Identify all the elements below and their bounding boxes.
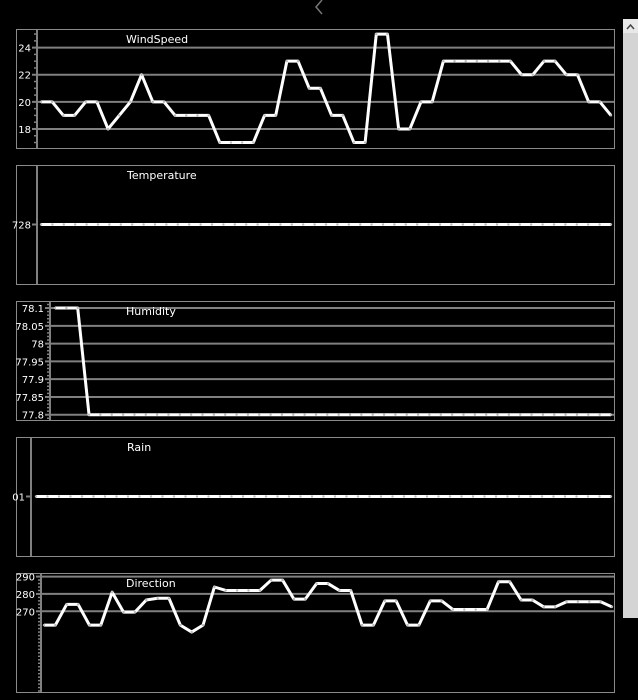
data-point bbox=[202, 624, 204, 626]
data-point bbox=[509, 60, 511, 62]
data-point bbox=[375, 33, 377, 35]
data-point bbox=[302, 223, 304, 225]
data-point bbox=[564, 495, 566, 497]
data-point bbox=[431, 101, 433, 103]
data-point bbox=[474, 608, 476, 610]
data-point bbox=[211, 223, 213, 225]
data-point bbox=[506, 495, 508, 497]
data-point bbox=[427, 223, 429, 225]
data-point bbox=[554, 60, 556, 62]
data-point bbox=[134, 611, 136, 613]
data-point bbox=[360, 414, 362, 416]
data-point bbox=[253, 495, 255, 497]
data-point bbox=[530, 414, 532, 416]
data-point bbox=[453, 60, 455, 62]
data-point bbox=[88, 624, 90, 626]
data-point bbox=[414, 495, 416, 497]
y-tick-label: 78.1 bbox=[21, 304, 44, 316]
data-point bbox=[543, 606, 545, 608]
data-point bbox=[219, 141, 221, 143]
data-point bbox=[403, 495, 405, 497]
data-point bbox=[598, 495, 600, 497]
data-point bbox=[259, 589, 261, 591]
data-point bbox=[97, 223, 99, 225]
data-point bbox=[576, 74, 578, 76]
data-point bbox=[380, 495, 382, 497]
y-tick-label: 77.85 bbox=[15, 392, 44, 404]
data-point bbox=[263, 114, 265, 116]
data-point bbox=[576, 414, 578, 416]
data-point bbox=[487, 60, 489, 62]
data-point bbox=[520, 599, 522, 601]
data-point bbox=[345, 495, 347, 497]
data-point bbox=[65, 307, 67, 309]
data-point bbox=[247, 414, 249, 416]
data-point bbox=[297, 60, 299, 62]
data-point bbox=[520, 74, 522, 76]
data-point bbox=[303, 414, 305, 416]
data-point bbox=[265, 495, 267, 497]
data-point bbox=[476, 60, 478, 62]
data-point bbox=[353, 141, 355, 143]
data-point bbox=[370, 223, 372, 225]
data-point bbox=[542, 414, 544, 416]
data-point bbox=[161, 495, 163, 497]
data-point bbox=[40, 101, 42, 103]
data-point bbox=[554, 606, 556, 608]
data-point bbox=[330, 114, 332, 116]
data-point bbox=[342, 114, 344, 116]
data-point bbox=[242, 495, 244, 497]
data-point bbox=[599, 601, 601, 603]
data-point bbox=[486, 608, 488, 610]
data-point bbox=[184, 495, 186, 497]
data-point bbox=[196, 495, 198, 497]
data-point bbox=[269, 414, 271, 416]
data-point bbox=[361, 624, 363, 626]
data-point bbox=[575, 495, 577, 497]
data-point bbox=[315, 582, 317, 584]
data-point bbox=[51, 101, 53, 103]
data-point bbox=[588, 601, 590, 603]
data-point bbox=[386, 33, 388, 35]
data-point bbox=[553, 223, 555, 225]
y-tick-label: 77.95 bbox=[15, 357, 44, 369]
data-point bbox=[76, 307, 78, 309]
data-point bbox=[473, 223, 475, 225]
data-point bbox=[247, 589, 249, 591]
data-point bbox=[496, 223, 498, 225]
data-point bbox=[156, 414, 158, 416]
data-point bbox=[168, 597, 170, 599]
data-point bbox=[291, 223, 293, 225]
data-point bbox=[553, 414, 555, 416]
data-point bbox=[152, 101, 154, 103]
data-point bbox=[405, 223, 407, 225]
data-point bbox=[167, 414, 169, 416]
data-point bbox=[77, 603, 79, 605]
data-point bbox=[518, 495, 520, 497]
data-point bbox=[465, 60, 467, 62]
data-point bbox=[304, 598, 306, 600]
data-point bbox=[417, 414, 419, 416]
data-point bbox=[472, 495, 474, 497]
data-point bbox=[519, 223, 521, 225]
data-point bbox=[338, 589, 340, 591]
data-point bbox=[383, 414, 385, 416]
data-point bbox=[131, 223, 133, 225]
data-point bbox=[293, 598, 295, 600]
data-point bbox=[532, 74, 534, 76]
chart-panel-temperature bbox=[12, 166, 615, 285]
data-point bbox=[372, 414, 374, 416]
data-point bbox=[611, 606, 613, 608]
data-point bbox=[509, 581, 511, 583]
chart-title: Humidity bbox=[126, 305, 176, 318]
data-point bbox=[357, 495, 359, 497]
y-tick-label: 78.05 bbox=[15, 321, 44, 333]
data-point bbox=[299, 495, 301, 497]
chart-title: Rain bbox=[127, 441, 152, 454]
data-point bbox=[610, 495, 612, 497]
data-point bbox=[322, 495, 324, 497]
data-point bbox=[452, 608, 454, 610]
data-point bbox=[54, 307, 56, 309]
data-point bbox=[81, 495, 83, 497]
panel-border bbox=[17, 574, 615, 693]
data-point bbox=[163, 101, 165, 103]
data-point bbox=[108, 223, 110, 225]
chart-panel-rain bbox=[12, 438, 614, 557]
data-point bbox=[58, 495, 60, 497]
y-tick-label: 270 bbox=[15, 607, 35, 619]
data-point bbox=[213, 414, 215, 416]
data-point bbox=[598, 414, 600, 416]
data-point bbox=[219, 495, 221, 497]
data-point bbox=[429, 600, 431, 602]
chevron-up-icon[interactable] bbox=[623, 19, 638, 33]
data-point bbox=[43, 624, 45, 626]
data-point bbox=[268, 223, 270, 225]
data-point bbox=[450, 223, 452, 225]
data-point bbox=[394, 414, 396, 416]
data-point bbox=[100, 624, 102, 626]
data-point bbox=[235, 414, 237, 416]
data-point bbox=[129, 101, 131, 103]
chart-panel-humidity bbox=[15, 302, 614, 422]
data-point bbox=[440, 600, 442, 602]
data-point bbox=[564, 414, 566, 416]
data-point bbox=[372, 624, 374, 626]
data-point bbox=[252, 141, 254, 143]
chart-title: Temperature bbox=[127, 169, 197, 182]
data-point bbox=[497, 581, 499, 583]
data-point bbox=[507, 223, 509, 225]
data-point bbox=[529, 495, 531, 497]
data-point bbox=[393, 223, 395, 225]
data-point bbox=[122, 414, 124, 416]
data-point bbox=[73, 114, 75, 116]
y-tick-label: 78 bbox=[31, 339, 44, 351]
data-point bbox=[484, 223, 486, 225]
data-point bbox=[442, 60, 444, 62]
data-point bbox=[196, 114, 198, 116]
data-point bbox=[40, 223, 42, 225]
data-point bbox=[145, 599, 147, 601]
data-point bbox=[368, 495, 370, 497]
data-point bbox=[587, 223, 589, 225]
data-point bbox=[234, 223, 236, 225]
data-point bbox=[279, 223, 281, 225]
data-point bbox=[496, 414, 498, 416]
data-point bbox=[190, 414, 192, 416]
data-point bbox=[207, 114, 209, 116]
y-tick-label: 18 bbox=[18, 124, 31, 136]
y-tick-label: 290 bbox=[15, 572, 35, 584]
data-point bbox=[142, 223, 144, 225]
y-tick-label: 22 bbox=[18, 70, 31, 82]
data-point bbox=[118, 114, 120, 116]
data-point bbox=[577, 601, 579, 603]
data-point bbox=[474, 414, 476, 416]
data-point bbox=[258, 414, 260, 416]
data-point bbox=[104, 495, 106, 497]
data-point bbox=[587, 495, 589, 497]
data-point bbox=[122, 611, 124, 613]
data-point bbox=[275, 114, 277, 116]
y-tick-label: 77.9 bbox=[21, 375, 44, 387]
data-point bbox=[107, 128, 109, 130]
data-point bbox=[62, 114, 64, 116]
data-point bbox=[409, 128, 411, 130]
data-point bbox=[230, 141, 232, 143]
data-point bbox=[327, 582, 329, 584]
data-point bbox=[416, 223, 418, 225]
data-point bbox=[120, 223, 122, 225]
data-point bbox=[334, 495, 336, 497]
data-point bbox=[281, 579, 283, 581]
data-point bbox=[426, 495, 428, 497]
data-point bbox=[99, 414, 101, 416]
data-point bbox=[154, 223, 156, 225]
data-point bbox=[165, 223, 167, 225]
data-point bbox=[315, 414, 317, 416]
data-point bbox=[565, 601, 567, 603]
data-point bbox=[495, 495, 497, 497]
chart-panel-windspeed bbox=[17, 30, 615, 149]
y-tick-label: 280 bbox=[15, 589, 35, 601]
data-point bbox=[236, 589, 238, 591]
data-point bbox=[483, 495, 485, 497]
data-point bbox=[364, 141, 366, 143]
data-point bbox=[519, 414, 521, 416]
data-point bbox=[92, 495, 94, 497]
data-point bbox=[256, 223, 258, 225]
data-point bbox=[498, 60, 500, 62]
y-tick-label: 24 bbox=[18, 43, 31, 55]
data-point bbox=[311, 495, 313, 497]
data-point bbox=[190, 631, 192, 633]
data-point bbox=[418, 624, 420, 626]
data-point bbox=[576, 223, 578, 225]
data-point bbox=[245, 223, 247, 225]
data-point bbox=[138, 495, 140, 497]
data-point bbox=[156, 597, 158, 599]
data-point bbox=[225, 589, 227, 591]
data-point bbox=[599, 101, 601, 103]
data-point bbox=[133, 414, 135, 416]
data-point bbox=[395, 600, 397, 602]
data-point bbox=[382, 223, 384, 225]
data-point bbox=[177, 223, 179, 225]
data-point bbox=[610, 114, 612, 116]
data-point bbox=[437, 495, 439, 497]
data-point bbox=[224, 414, 226, 416]
data-point bbox=[391, 495, 393, 497]
chart-panel-direction bbox=[16, 573, 615, 693]
data-point bbox=[552, 495, 554, 497]
data-point bbox=[308, 87, 310, 89]
data-point bbox=[54, 624, 56, 626]
y-tick-label: 728 bbox=[11, 220, 31, 232]
data-point bbox=[85, 223, 87, 225]
data-point bbox=[173, 495, 175, 497]
data-point bbox=[420, 101, 422, 103]
data-point bbox=[127, 495, 129, 497]
data-point bbox=[270, 579, 272, 581]
data-point bbox=[359, 223, 361, 225]
data-point bbox=[319, 87, 321, 89]
data-point bbox=[451, 414, 453, 416]
data-point bbox=[485, 414, 487, 416]
data-point bbox=[74, 223, 76, 225]
y-tick-label: 01 bbox=[12, 492, 25, 504]
data-point bbox=[66, 603, 68, 605]
data-point bbox=[88, 414, 90, 416]
data-point bbox=[439, 223, 441, 225]
data-point bbox=[337, 414, 339, 416]
data-point bbox=[349, 414, 351, 416]
data-point bbox=[115, 495, 117, 497]
data-point bbox=[462, 414, 464, 416]
data-point bbox=[185, 114, 187, 116]
data-point bbox=[292, 414, 294, 416]
data-point bbox=[111, 414, 113, 416]
data-point bbox=[350, 589, 352, 591]
data-point bbox=[35, 495, 37, 497]
data-point bbox=[397, 128, 399, 130]
data-point bbox=[610, 223, 612, 225]
data-point bbox=[565, 74, 567, 76]
data-point bbox=[111, 591, 113, 593]
data-point bbox=[463, 608, 465, 610]
data-point bbox=[428, 414, 430, 416]
y-tick-label: 20 bbox=[18, 97, 31, 109]
data-point bbox=[276, 495, 278, 497]
data-point bbox=[541, 495, 543, 497]
data-point bbox=[325, 223, 327, 225]
data-point bbox=[462, 223, 464, 225]
data-point bbox=[85, 101, 87, 103]
chart-title: Direction bbox=[126, 577, 176, 590]
chart-title: WindSpeed bbox=[126, 33, 189, 46]
data-point bbox=[179, 414, 181, 416]
data-point bbox=[564, 223, 566, 225]
data-point bbox=[69, 495, 71, 497]
data-point bbox=[213, 586, 215, 588]
data-point bbox=[230, 495, 232, 497]
data-point bbox=[199, 223, 201, 225]
data-point bbox=[207, 495, 209, 497]
data-point bbox=[384, 600, 386, 602]
data-point bbox=[406, 414, 408, 416]
data-point bbox=[598, 223, 600, 225]
data-point bbox=[140, 74, 142, 76]
data-point bbox=[541, 223, 543, 225]
data-point bbox=[188, 223, 190, 225]
data-point bbox=[288, 495, 290, 497]
data-point bbox=[46, 495, 48, 497]
data-point bbox=[460, 495, 462, 497]
data-point bbox=[440, 414, 442, 416]
data-point bbox=[51, 223, 53, 225]
data-point bbox=[96, 101, 98, 103]
data-point bbox=[326, 414, 328, 416]
data-point bbox=[449, 495, 451, 497]
data-point bbox=[286, 60, 288, 62]
data-point bbox=[145, 414, 147, 416]
data-point bbox=[201, 414, 203, 416]
data-point bbox=[610, 414, 612, 416]
data-point bbox=[348, 223, 350, 225]
data-point bbox=[406, 624, 408, 626]
data-point bbox=[587, 414, 589, 416]
data-point bbox=[150, 495, 152, 497]
data-point bbox=[587, 101, 589, 103]
data-point bbox=[63, 223, 65, 225]
data-point bbox=[281, 414, 283, 416]
data-point bbox=[336, 223, 338, 225]
data-point bbox=[543, 60, 545, 62]
data-point bbox=[174, 114, 176, 116]
vertical-scrollbar[interactable] bbox=[623, 19, 638, 618]
y-tick-label: 77.8 bbox=[21, 410, 44, 422]
data-point bbox=[179, 624, 181, 626]
data-point bbox=[241, 141, 243, 143]
data-point bbox=[530, 223, 532, 225]
data-point bbox=[313, 223, 315, 225]
data-point bbox=[222, 223, 224, 225]
data-point bbox=[531, 599, 533, 601]
data-point bbox=[508, 414, 510, 416]
